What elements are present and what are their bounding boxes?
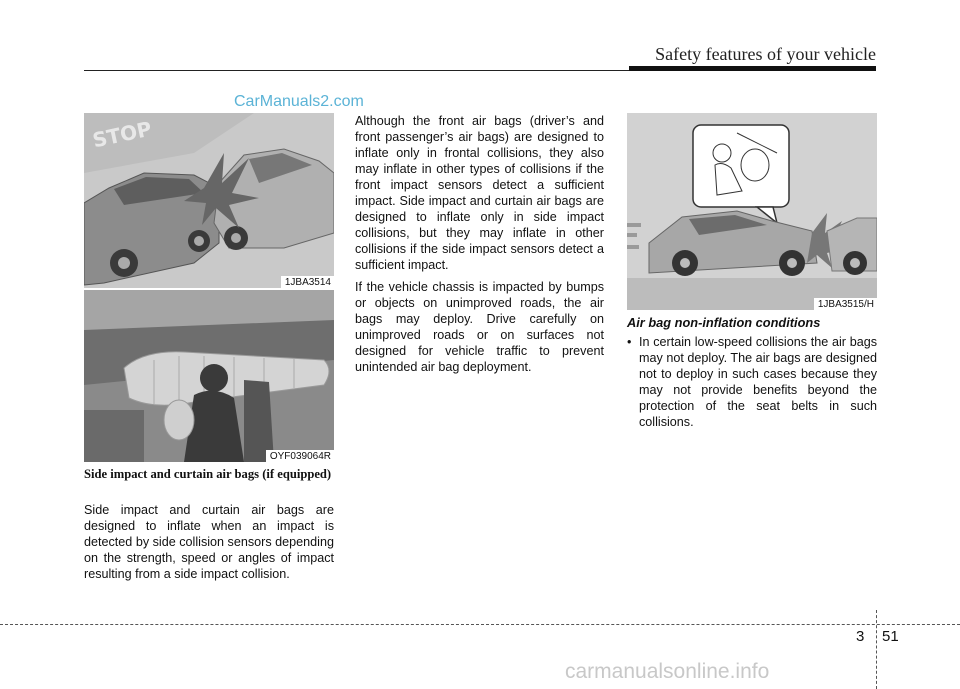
road-marking-stop: STOP — [90, 116, 154, 153]
non-inflation-bullets — [627, 334, 877, 430]
low-speed-collision-illustration — [627, 113, 877, 310]
middle-column-text — [355, 113, 604, 381]
figure-side-impact-cars — [84, 113, 334, 288]
bullet-item — [627, 334, 877, 430]
bullet-text: In certain low-speed collisions the air bags may not deploy. The air bags are designed not to deploy in such cases because they may not provide benefits beyond the protection of the seat belts in such collisions. — [639, 335, 877, 429]
figure-code: 1JBA3515/H — [814, 298, 877, 310]
bullet-icon: • — [627, 335, 632, 349]
non-inflation-heading: Air bag non-inflation conditions — [627, 315, 821, 330]
left-column-text — [84, 502, 334, 588]
front-airbag-other-collisions-paragraph: Although the front air bags (driver’s and front passenger’s air bags) are designed to inflate only in frontal collisions, they also may inflate in other types of collisions if the front impact sensors detect a sufficient impact. Side impact and curtain air bags are designed to inflate only in side impact collisions, but they may inflate in other collisions if the side impact sensors detect a sufficient impact. — [355, 114, 604, 272]
header-rule-accent — [629, 66, 876, 71]
side-curtain-airbag-heading: Side impact and curtain air bags (if equipped) — [84, 467, 332, 481]
figure-curtain-airbag — [84, 290, 334, 462]
page-number: 51 — [882, 628, 899, 645]
header-rule — [84, 70, 629, 71]
side-impact-illustration — [84, 113, 334, 288]
figure-code: 1JBA3514 — [281, 276, 334, 288]
watermark-bottom[interactable]: carmanualsonline.info — [565, 660, 770, 683]
figure-code: OYF039064R — [266, 450, 334, 462]
footer-divider — [876, 610, 877, 689]
figure-low-speed-collision — [627, 113, 877, 310]
watermark-top[interactable]: CarManuals2.com — [234, 93, 364, 110]
curtain-airbag-illustration — [84, 290, 334, 462]
side-curtain-airbag-paragraph: Side impact and curtain air bags are designed to inflate when an impact is detected by side collision sensors depending on the strength, speed or angles of impact resulting from a side impact collision. — [84, 503, 334, 581]
chapter-number: 3 — [856, 628, 865, 645]
chassis-impact-paragraph: If the vehicle chassis is impacted by bumps or objects on unimproved roads, the air bags may deploy. Drive carefully on unimproved roads or on surfaces not designed for vehicle traffic to prevent unintended air bag deployment. — [355, 280, 604, 374]
footer-rule — [0, 624, 960, 625]
section-title: Safety features of your vehicle — [655, 44, 876, 64]
